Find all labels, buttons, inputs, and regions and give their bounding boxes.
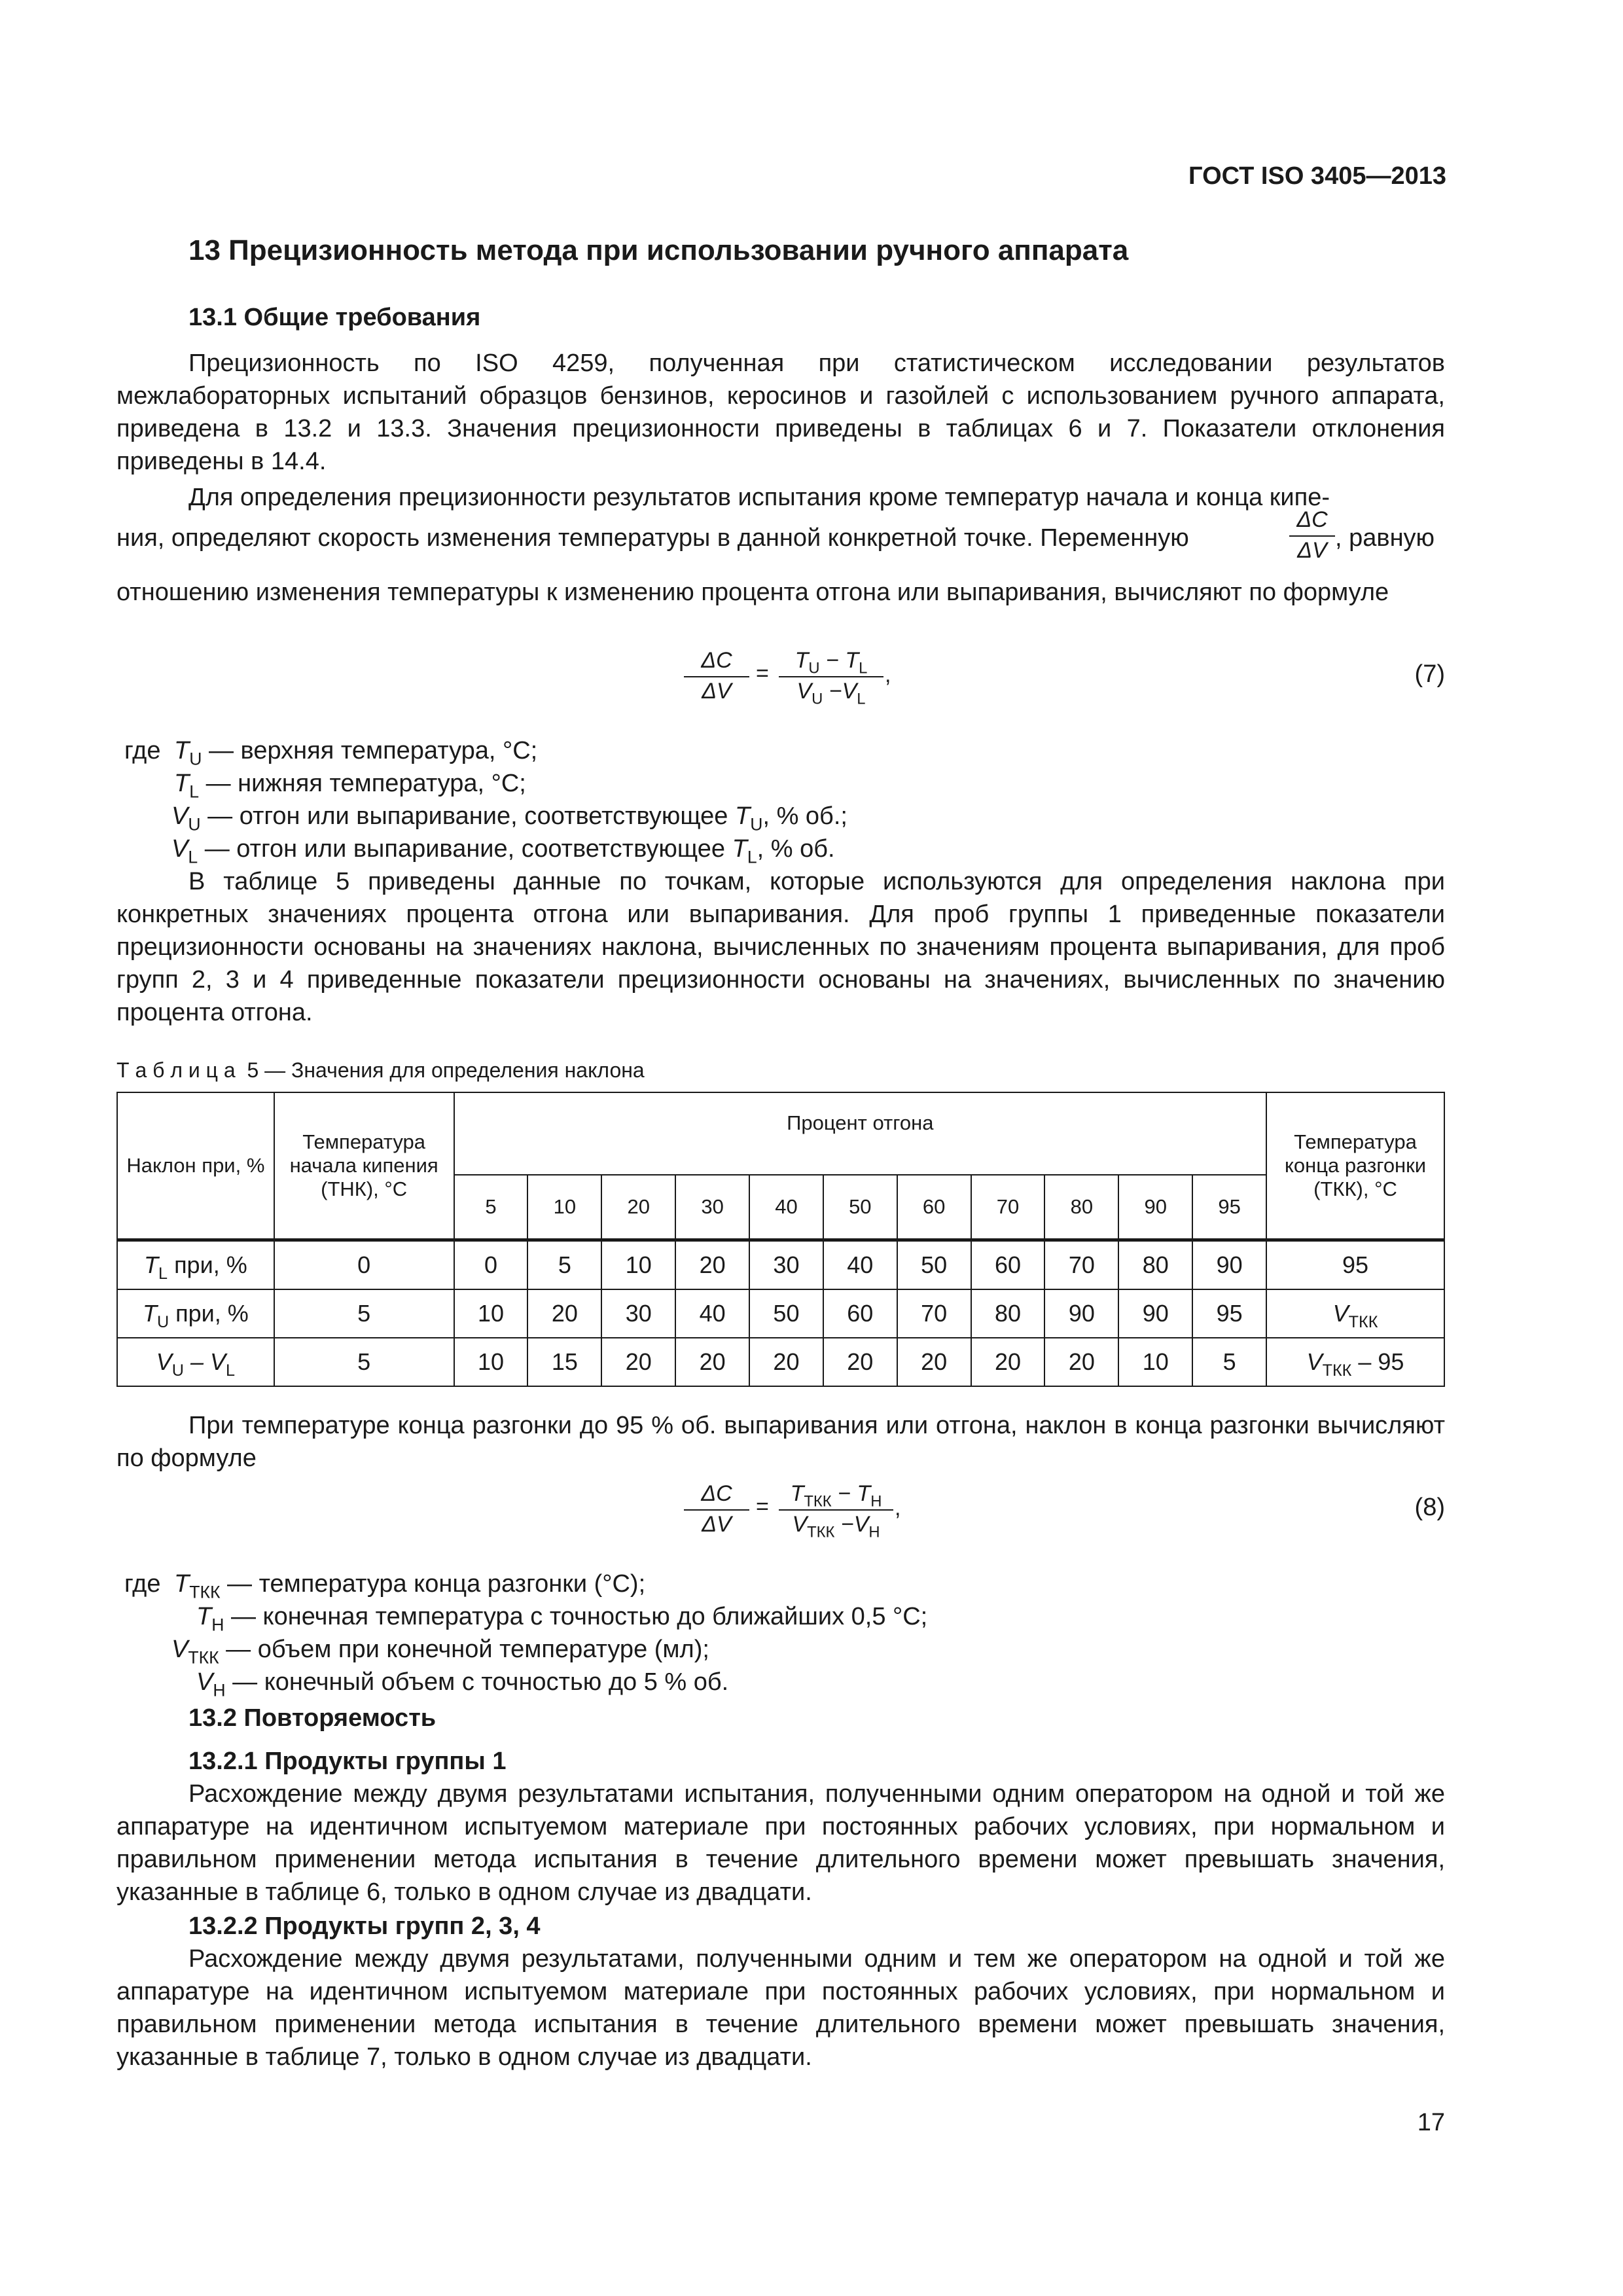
fraction-denominator: ΔV: [1297, 538, 1327, 563]
subsection-13-2-1-title: 13.2.1 Продукты группы 1: [188, 1748, 507, 1775]
table-cell: 20: [971, 1338, 1045, 1386]
percent-header-cell: 20: [601, 1175, 675, 1240]
table-cell: 50: [897, 1240, 971, 1290]
where-item-vu: $V_U$ — отгон или выпаривание, соответствующее $T_U$, % об.;: [171, 802, 847, 834]
where-item-vh: $V_Н$ — конечный объем с точностью до 5 % об.: [196, 1668, 729, 1700]
cell-tkk: $V_{ТКК}$: [1266, 1289, 1444, 1338]
table-cell: 90: [1118, 1289, 1192, 1338]
cell-tkk: 95: [1266, 1240, 1444, 1290]
table-caption: [116, 1054, 645, 1086]
where-item-vtkk: $V_{ТКК}$ — объем при конечной температуре (мл);: [171, 1636, 709, 1668]
page-number: 17: [1417, 2109, 1445, 2136]
table-cell: 20: [527, 1289, 601, 1338]
lhs-numerator: ΔC: [684, 648, 749, 677]
paragraph-general-2-line1: Для определения прецизионности результатов испытания кроме температур начала и конца кипе-: [188, 484, 1330, 511]
percent-header-cell: 95: [1192, 1175, 1266, 1240]
section-title: 13 Прецизионность метода при использовании ручного аппарата: [188, 234, 1129, 266]
cell-thk: 5: [274, 1289, 454, 1338]
header-slope: Наклон при, %: [117, 1092, 274, 1240]
lhs-denominator: ΔV: [702, 1512, 732, 1537]
table-cell: 5: [1192, 1338, 1266, 1386]
formula-rhs: [779, 1481, 893, 1541]
percent-header-cell: 5: [454, 1175, 528, 1240]
table-cell: 10: [1118, 1338, 1192, 1386]
table-cell: 40: [823, 1240, 897, 1290]
header-percent: Процент отгона: [454, 1092, 1266, 1175]
header-tkk: Температура конца разгонки (ТКК), °C: [1266, 1092, 1444, 1240]
paragraph-general-2-line2: [116, 522, 1189, 554]
table-cell: 30: [749, 1240, 823, 1290]
where-item-tu: $T_U$ — верхняя температура, °C;: [174, 737, 538, 769]
table-cell: 10: [454, 1338, 528, 1386]
paragraph-tail: , равную: [1335, 524, 1435, 552]
table-cell: 90: [1192, 1240, 1266, 1290]
table-cell: 95: [1192, 1289, 1266, 1338]
percent-header-cell: 10: [527, 1175, 601, 1240]
equals-sign: =: [756, 1494, 769, 1519]
subsection-13-2-2-title: 13.2.2 Продукты групп 2, 3, 4: [188, 1912, 541, 1940]
where-item-vl: $V_L$ — отгон или выпаривание, соответствующее $T_L$, % об.: [171, 835, 835, 867]
paragraph-repeatability-group1: Расхождение между двумя результатами испытания, полученными одним оператором на одной и той же аппаратуре на идентичном испытуемом материале при постоянных рабочих условиях, при нормальном и правильном применении метода испытания в течение длительного времени может превышать значения, указанные в таблице 6, только в одном случае из двадцати.: [116, 1780, 1445, 1906]
table-cell: 15: [527, 1338, 601, 1386]
table-cell: 30: [601, 1289, 675, 1338]
header-thk: Температура начала кипения (ТНК), °C: [274, 1092, 454, 1240]
subsection-13-1-title: 13.1 Общие требования: [188, 304, 481, 331]
table-cell: 10: [454, 1289, 528, 1338]
percent-header-cell: 60: [897, 1175, 971, 1240]
where-item-th: $T_Н$ — конечная температура с точностью до ближайших 0,5 °С;: [196, 1603, 928, 1635]
table-cell: 60: [971, 1240, 1045, 1290]
table-cell: 40: [675, 1289, 749, 1338]
table-cell: 10: [601, 1240, 675, 1290]
lhs-denominator: ΔV: [702, 679, 732, 704]
formula-8: [674, 1481, 1067, 1553]
formula-8-number: (8): [1414, 1494, 1445, 1521]
table-cell: 70: [897, 1289, 971, 1338]
fraction-numerator: ΔC: [1289, 507, 1335, 537]
formula-7: [674, 648, 1067, 720]
formula-lhs: [684, 1481, 749, 1537]
formula-7-number: (7): [1414, 660, 1445, 688]
table-cell: 20: [823, 1338, 897, 1386]
paragraph-general-2-rest: отношению изменения температуры к изменению процента отгона или выпаривания, вычисляют по формуле: [116, 579, 1389, 606]
row-label: $V_U - V_L$: [117, 1338, 274, 1386]
paragraph-general-1: Прецизионность по ISO 4259, полученная при статистическом исследовании результатов межлабораторных испытаний образцов бензинов, керосинов и газойлей с использованием ручного аппарата, приведена в 13.2 и 13.3. Значения прецизионности приведены в таблицах 6 и 7. Показатели отклонения приведены в 14.4.: [116, 350, 1445, 475]
table-cell: 20: [675, 1240, 749, 1290]
paragraph-table-intro: В таблице 5 приведены данные по точкам, которые используются для определения наклона при конкретных значениях процента отгона или выпаривания. Для проб группы 1 приведенные показатели прецизионности основаны на значениях наклона, вычисленных по значениям процента выпаривания, для проб групп 2, 3 и 4 приведенные показатели прецизионности основаны на значениях, вычисленных по значению процента отгона.: [116, 868, 1445, 1026]
formula-rhs: [779, 648, 883, 708]
table-cell: 20: [601, 1338, 675, 1386]
inline-fraction: [1289, 507, 1335, 564]
table-row-vdiff: [117, 1338, 1444, 1386]
subsection-13-2-title: 13.2 Повторяемость: [188, 1704, 437, 1732]
rhs-numerator: $T_{ТКК} - T_Н$: [779, 1481, 893, 1511]
percent-header-cell: 90: [1118, 1175, 1192, 1240]
where-item-tl: $T_L$ — нижняя температура, °C;: [174, 770, 526, 802]
percent-header-cell: 50: [823, 1175, 897, 1240]
percent-header-cell: 80: [1044, 1175, 1118, 1240]
paragraph-end-slope: При температуре конца разгонки до 95 % об. выпаривания или отгона, наклон в конца разгонки вычисляют по формуле: [116, 1412, 1445, 1472]
lhs-numerator: ΔC: [684, 1481, 749, 1511]
percent-header-cell: 40: [749, 1175, 823, 1240]
table-cell: 50: [749, 1289, 823, 1338]
table-cell: 5: [527, 1240, 601, 1290]
table-cell: 70: [1044, 1240, 1118, 1290]
table-cell: 60: [823, 1289, 897, 1338]
slope-table: [116, 1092, 1445, 1387]
cell-thk: 0: [274, 1240, 454, 1290]
table-cell: 0: [454, 1240, 528, 1290]
cell-thk: 5: [274, 1338, 454, 1386]
percent-header-cell: 30: [675, 1175, 749, 1240]
cell-tkk: $V_{ТКК} - 95$: [1266, 1338, 1444, 1386]
formula-comma: ,: [895, 1496, 901, 1520]
table-cell: 20: [897, 1338, 971, 1386]
paragraph-text: ния, определяют скорость изменения температуры в данной конкретной точке. Переменную: [116, 524, 1189, 552]
table-cell: 80: [1118, 1240, 1192, 1290]
table-cell: 80: [971, 1289, 1045, 1338]
where-label: где: [124, 737, 161, 764]
formula-comma: ,: [885, 662, 891, 687]
percent-header-cell: 70: [971, 1175, 1045, 1240]
table-cell: 20: [675, 1338, 749, 1386]
rhs-numerator: $T_U - T_L$: [779, 648, 883, 677]
table-cell: 20: [749, 1338, 823, 1386]
rhs-denominator: $V_{ТКК} -V_Н$: [792, 1512, 880, 1541]
table-row-tu: [117, 1289, 1444, 1338]
table-caption-text: 5 — Значения для определения наклона: [247, 1058, 645, 1082]
paragraph-repeatability-group234: Расхождение между двумя результатами, полученными одним и тем же оператором на одной и той же аппаратуре на идентичном испытуемом материале при постоянных рабочих условиях, при нормальном и правильном применении метода испытания в течение длительного времени может превышать значения, указанные в таблице 7, только в одном случае из двадцати.: [116, 1945, 1445, 2071]
table-caption-label: Т а б л и ц а: [116, 1058, 236, 1082]
formula-lhs: [684, 648, 749, 704]
equals-sign: =: [756, 661, 769, 686]
row-label: $T_U$ при, %: [117, 1289, 274, 1338]
document-code: ГОСТ ISO 3405—2013: [1188, 162, 1446, 190]
table-cell: 90: [1044, 1289, 1118, 1338]
where-item-ttkk: $T_{ТКК}$ — температура конца разгонки (°С);: [174, 1570, 646, 1602]
rhs-denominator: $V_U -V_L$: [796, 679, 866, 708]
table-row-tl: [117, 1240, 1444, 1290]
where-label: где: [124, 1570, 161, 1598]
row-label: $T_L$ при, %: [117, 1240, 274, 1290]
table-cell: 20: [1044, 1338, 1118, 1386]
